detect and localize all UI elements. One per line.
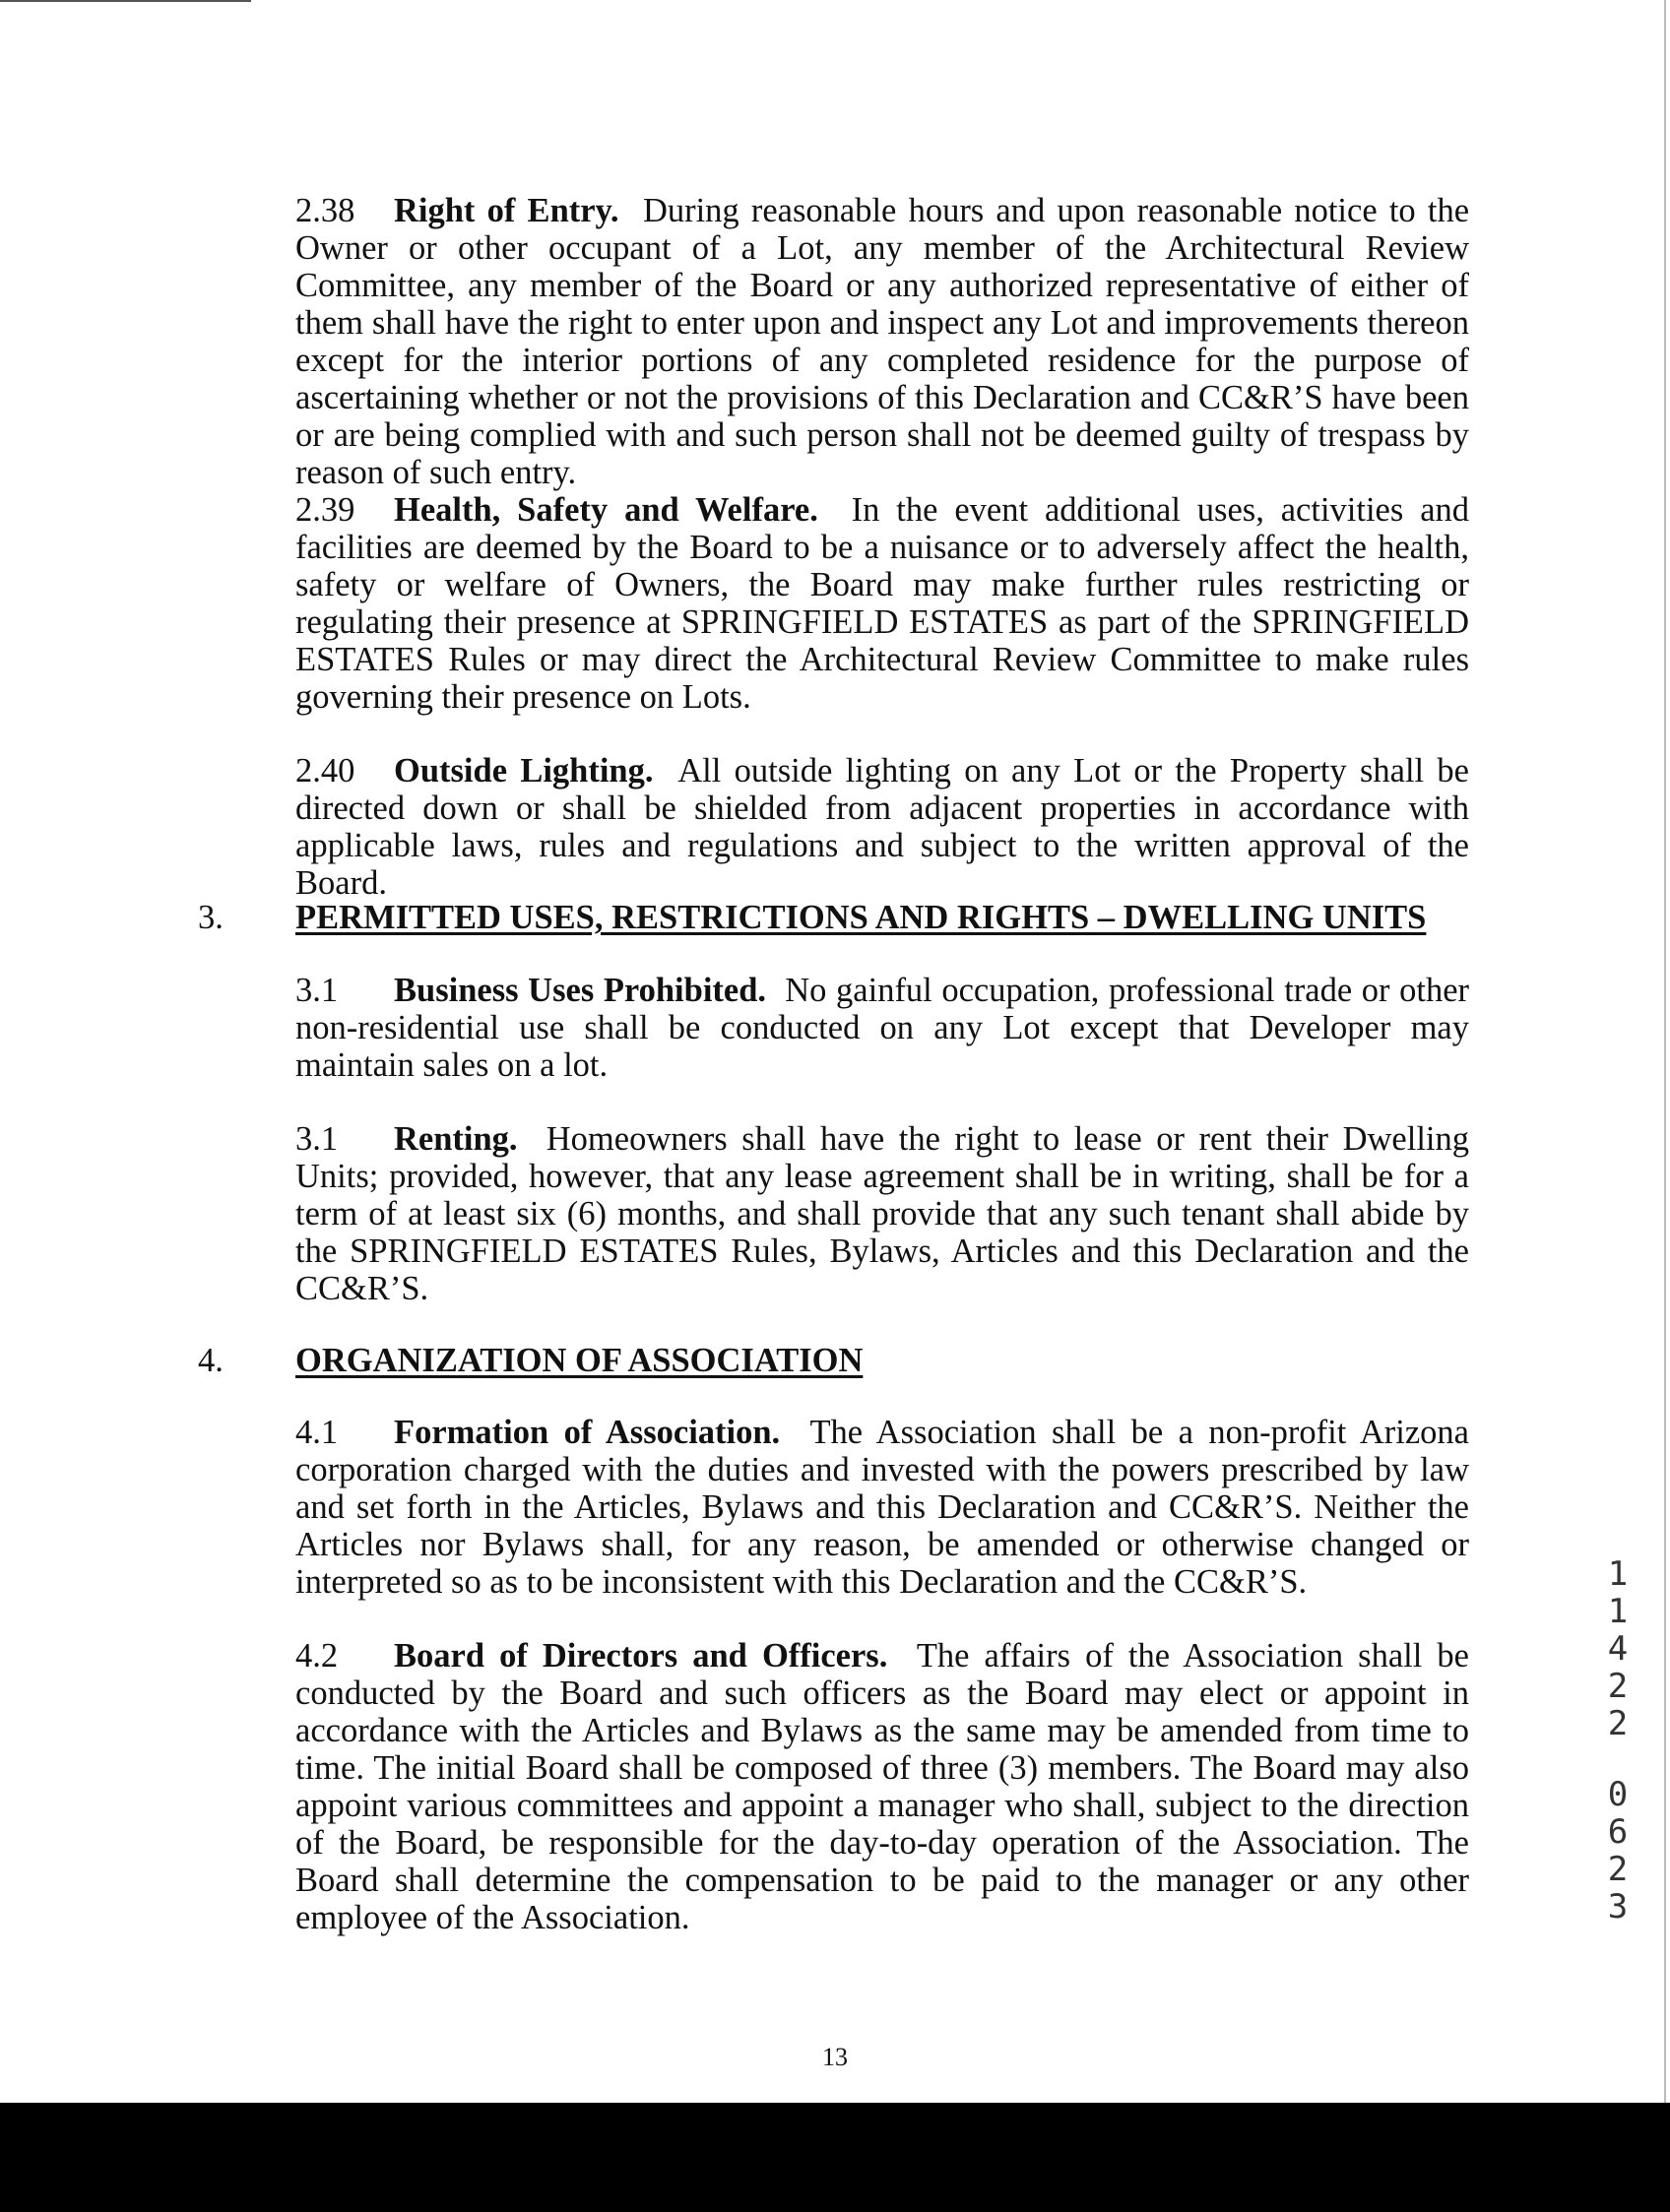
section-body: Homeowners shall have the right to lease or rent their Dwelling Units; provided, however, that any lease agreement shall be in writing, shall be for a term of at least six (6) months, and shall provide that any such tenant shall abide by the SPRINGFIELD ESTATES Rules, Bylaws, Articles and this Declaration and the CC&R’S.: [295, 1120, 1470, 1307]
scan-edge-bottom: [0, 2103, 1670, 2212]
recording-number-stamp: [1593, 1555, 1642, 1926]
section-4-1: [295, 1414, 1469, 1601]
article-3-heading: PERMITTED USES, RESTRICTIONS AND RIGHTS – DWELLING UNITS: [295, 899, 1427, 936]
article-4-heading: ORGANIZATION OF ASSOCIATION: [295, 1342, 864, 1379]
section-title: Formation of Association.: [394, 1414, 781, 1451]
stamp-digit: 1: [1607, 1554, 1629, 1594]
stamp-digit: 4: [1607, 1629, 1629, 1669]
page-number: 13: [822, 2043, 848, 2071]
section-title: Right of Entry.: [394, 192, 619, 229]
scan-edge-right: [1664, 0, 1666, 2107]
section-4-2: [295, 1637, 1469, 1936]
stamp-digit: 2: [1607, 1667, 1629, 1706]
section-title: Renting.: [394, 1120, 518, 1158]
article-3-number: 3.: [198, 899, 224, 936]
section-number: 2.40: [295, 752, 355, 790]
stamp-digit: 2: [1607, 1850, 1629, 1889]
section-body: The Association shall be a non-profit Arizona corporation charged with the duties and invested with the powers prescribed by law and set forth in the Articles, Bylaws and this Declaration and CC&R’S. Neither the Articles nor Bylaws shall, for any reason, be amended or otherwise changed or interpreted so as to be inconsistent with this Declaration and the CC&R’S.: [295, 1414, 1469, 1601]
section-number: 2.38: [295, 192, 355, 229]
section-number: 3.1: [295, 1120, 339, 1158]
stamp-digit: 3: [1607, 1887, 1629, 1927]
section-body: The affairs of the Association shall be conducted by the Board and such officers as the Board may elect or appoint in accordance with the Articles and Bylaws as the same may be amended from time to time. The initial Board shall be composed of three (3) members. The Board may also appoint various committees and appoint a manager who shall, subject to the direction of the Board, be responsible for the day-to-day operation of the Association. The Board shall determine the compensation to be paid to the manager or any other employee of the Association.: [295, 1637, 1469, 1936]
section-number: 2.39: [295, 491, 355, 529]
section-2-38: [295, 192, 1469, 491]
section-number: 4.2: [295, 1637, 339, 1675]
section-body: No gainful occupation, professional trade or other non-residential use shall be conducted on any Lot except that Developer may maintain sales on a lot.: [295, 972, 1469, 1084]
stamp-digit: 2: [1607, 1704, 1629, 1743]
section-2-39: [295, 491, 1469, 716]
scan-edge-top: [0, 0, 251, 2]
section-number: 4.1: [295, 1414, 339, 1451]
section-body: All outside lighting on any Lot or the Property shall be directed down or shall be shielded from adjacent properties in accordance with applicable laws, rules and regulations and subject to the written approval of the Board.: [295, 752, 1469, 902]
stamp-digit: 1: [1607, 1592, 1629, 1631]
section-3-1-renting: [295, 1120, 1469, 1307]
section-title: Business Uses Prohibited.: [394, 972, 767, 1009]
stamp-digit: 6: [1607, 1812, 1629, 1852]
section-title: Board of Directors and Officers.: [394, 1637, 888, 1675]
section-3-1-business-uses: [295, 972, 1469, 1084]
section-title: Health, Safety and Welfare.: [394, 491, 818, 529]
section-number: 3.1: [295, 972, 339, 1009]
stamp-digit: 0: [1607, 1775, 1629, 1814]
section-2-40: [295, 752, 1469, 902]
section-body: During reasonable hours and upon reasonable notice to the Owner or other occupant of a Lot, any member of the Architectural Review Committee, any member of the Board or any authorized representative of either of them shall have the right to enter upon and inspect any Lot and improvements thereon except for the interior portions of any completed residence for the purpose of ascertaining whether or not the provisions of this Declaration and CC&R’S have been or are being complied with and such person shall not be deemed guilty of trespass by reason of such entry.: [295, 192, 1470, 491]
section-title: Outside Lighting.: [394, 752, 654, 790]
section-body: In the event additional uses, activities and facilities are deemed by the Board to be a nuisance or to adversely affect the health, safety or welfare of Owners, the Board may make further rules restricting or regulating their presence at SPRINGFIELD ESTATES as part of the SPRINGFIELD ESTATES Rules or may direct the Architectural Review Committee to make rules governing their presence on Lots.: [295, 491, 1470, 716]
stamp-gap: [1593, 1742, 1642, 1776]
article-4-number: 4.: [198, 1342, 224, 1379]
